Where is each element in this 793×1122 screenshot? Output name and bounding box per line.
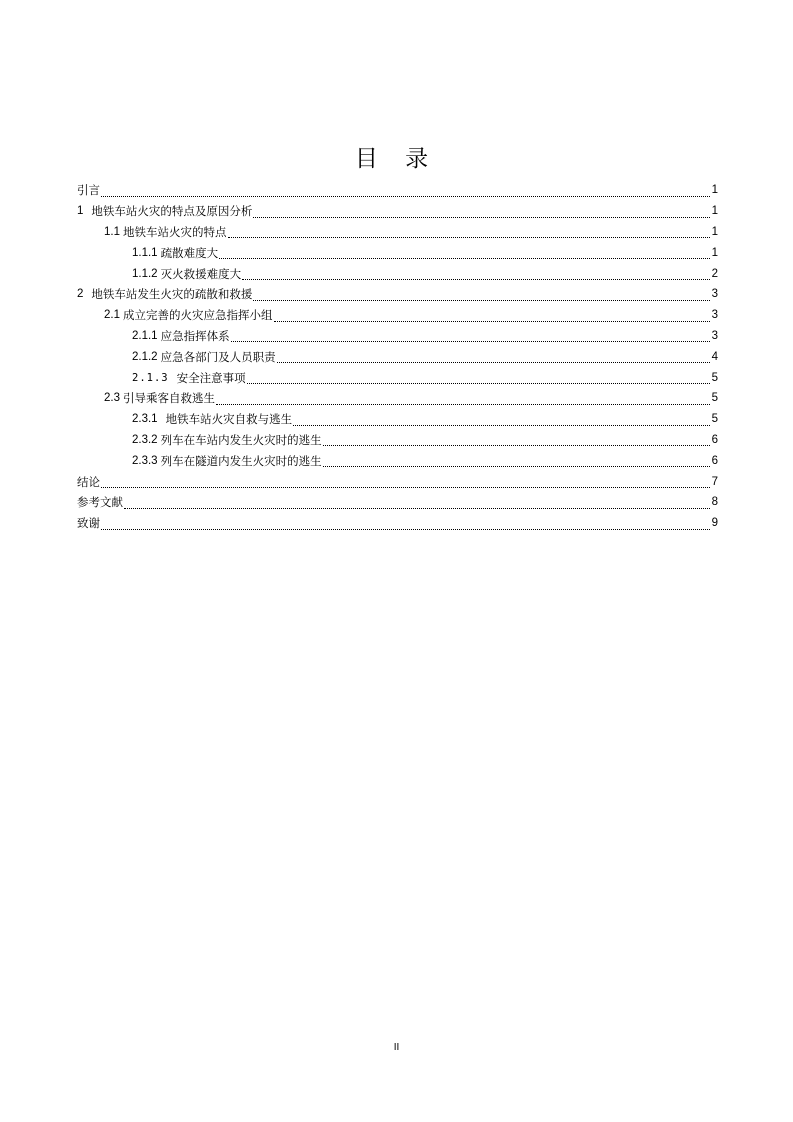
toc-entry-text: 灭火救援难度大 <box>160 266 242 281</box>
toc-page-number: 7 <box>711 475 718 488</box>
toc-entry-section-2-1-3[interactable] <box>77 367 718 388</box>
toc-page-number: 6 <box>711 454 718 467</box>
toc-dot-leader <box>228 232 711 238</box>
toc-entry-number: 2.1.1 <box>132 329 158 342</box>
toc-dot-leader <box>323 461 710 467</box>
toc-page-number: 2 <box>711 267 718 280</box>
toc-page-number: 1 <box>711 225 718 238</box>
toc-entry-number: 2.3.2 <box>132 433 158 446</box>
toc-entry-number: 2.3.1 <box>132 413 158 426</box>
toc-entry-number: 2.1.2 <box>132 350 158 363</box>
toc-entry-text: 结论 <box>77 474 100 489</box>
page-number-footer: II <box>393 1042 400 1053</box>
toc-page-number: 8 <box>711 496 718 509</box>
toc-entry-conclusion[interactable] <box>77 471 718 492</box>
toc-entry-introduction[interactable] <box>77 180 718 201</box>
toc-entry-number: 2.3.3 <box>132 454 158 467</box>
toc-entry-text: 参考文献 <box>77 495 123 510</box>
toc-entry-text: 成立完善的火灾应急指挥小组 <box>123 308 273 323</box>
toc-entry-text: 引言 <box>77 183 100 198</box>
toc-entry-text: 地铁车站火灾的特点 <box>123 224 227 239</box>
toc-page-number: 4 <box>711 350 718 363</box>
toc-page-number: 1 <box>711 205 718 218</box>
toc-dot-leader <box>277 357 710 363</box>
toc-entry-section-1-1-2[interactable] <box>77 263 718 284</box>
toc-page-number: 5 <box>711 392 718 405</box>
toc-dot-leader <box>231 336 710 342</box>
toc-page-number: 3 <box>711 288 718 301</box>
toc-entry-references[interactable] <box>77 492 718 513</box>
toc-entry-section-2-3-3[interactable] <box>77 450 718 471</box>
toc-entry-number: 1.1 <box>104 225 120 238</box>
toc-entry-number: 2.3 <box>104 392 120 405</box>
toc-entry-number: 2 <box>77 288 84 301</box>
toc-entry-number: 1.1.2 <box>132 267 158 280</box>
toc-entry-acknowledgements[interactable] <box>77 513 718 534</box>
toc-entry-section-2-3-2[interactable] <box>77 430 718 451</box>
toc-entry-text: 地铁车站火灾的特点及原因分析 <box>91 204 253 219</box>
toc-dot-leader <box>293 420 710 426</box>
toc-entry-number: 1.1.1 <box>132 246 158 259</box>
toc-entry-text: 列车在车站内发生火灾时的逃生 <box>160 432 322 447</box>
toc-dot-leader <box>253 295 710 301</box>
toc-entry-section-2-1-1[interactable] <box>77 326 718 347</box>
toc-page-number: 1 <box>711 246 718 259</box>
page-title: 目 录 <box>354 146 439 172</box>
toc-dot-leader <box>124 503 710 509</box>
toc-dot-leader <box>247 378 710 384</box>
toc-entry-text: 应急各部门及人员职责 <box>160 349 276 364</box>
toc-entry-chapter-1[interactable] <box>77 201 718 222</box>
toc-entry-section-2-3-1[interactable] <box>77 409 718 430</box>
toc-page-number: 3 <box>711 329 718 342</box>
toc-dot-leader <box>101 524 710 530</box>
toc-dot-leader <box>323 440 710 446</box>
toc-page-number: 5 <box>711 371 718 384</box>
toc-page-number: 1 <box>711 184 718 197</box>
toc-entry-text: 列车在隧道内发生火灾时的逃生 <box>160 453 322 468</box>
toc-page-number: 6 <box>711 433 718 446</box>
toc-entry-chapter-2[interactable] <box>77 284 718 305</box>
toc-entry-text: 安全注意事项 <box>176 370 246 385</box>
toc-entry-text: 引导乘客自救逃生 <box>123 391 215 406</box>
toc-entry-section-2-1-2[interactable] <box>77 346 718 367</box>
toc-entry-number: 1 <box>77 205 84 218</box>
toc-entry-number: 2.1 <box>104 309 120 322</box>
toc-page-number: 5 <box>711 413 718 426</box>
toc-entry-text: 地铁车站火灾自救与逃生 <box>165 412 293 427</box>
toc-dot-leader <box>219 253 710 259</box>
toc-entry-section-1-1[interactable] <box>77 222 718 243</box>
toc-dot-leader <box>274 316 711 322</box>
toc-entry-text: 致谢 <box>77 516 100 531</box>
toc-entry-section-2-1[interactable] <box>77 305 718 326</box>
toc-entry-text: 应急指挥体系 <box>160 328 230 343</box>
toc-dot-leader <box>101 482 710 488</box>
toc-entry-number: 2.1.3 <box>132 371 169 384</box>
toc-dot-leader <box>101 191 710 197</box>
toc-dot-leader <box>242 274 710 280</box>
toc-page-number: 9 <box>711 517 718 530</box>
toc-entry-section-1-1-1[interactable] <box>77 242 718 263</box>
toc-entry-section-2-3[interactable] <box>77 388 718 409</box>
toc-dot-leader <box>253 212 710 218</box>
toc-dot-leader <box>216 399 710 405</box>
toc-page-number: 3 <box>711 309 718 322</box>
toc-entry-text: 疏散难度大 <box>160 245 219 260</box>
toc-entry-text: 地铁车站发生火灾的疏散和救援 <box>91 287 253 302</box>
table-of-contents <box>77 180 718 534</box>
